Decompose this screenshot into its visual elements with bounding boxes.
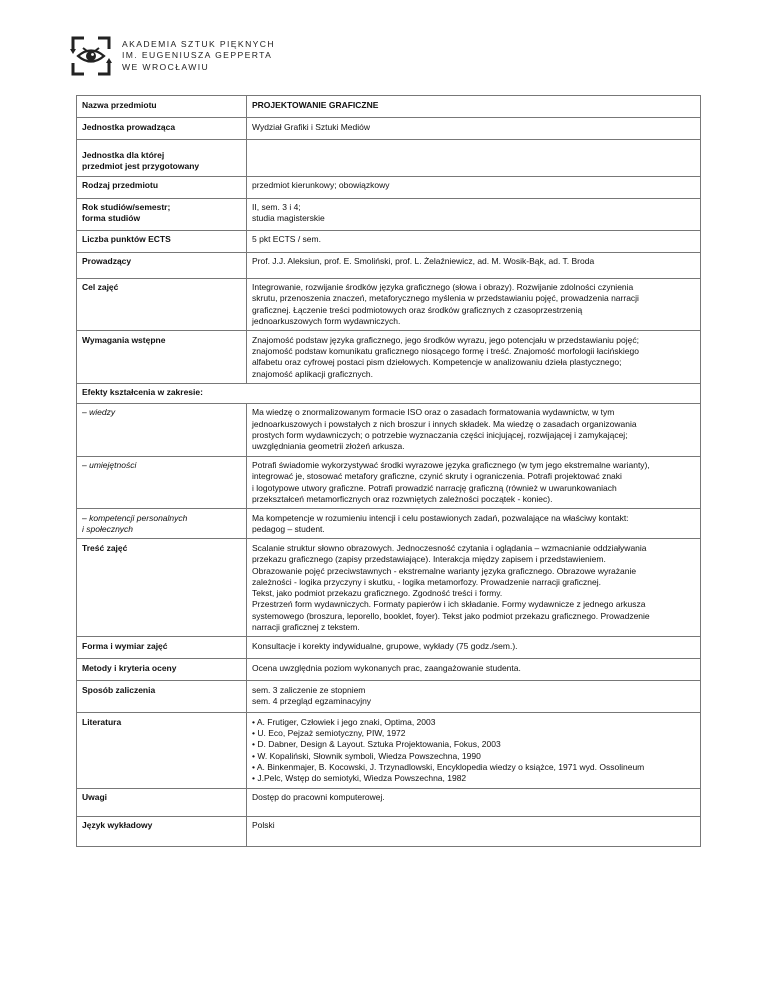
value-umiejetnosci: Potrafi świadomie wykorzystywać środki wyrazowe języka graficznego (w tym jego ekstremalne warianty), integrować je, stosować metafory graficzne, czynić skruty i ograniczenia. Potrafi projektować znaki i logotypowe utwory graficzne. Potrafi prowadzić narrację graficzną (również w uwarunkowaniach przekształceń metamorficznych oraz rozwniętych zależności początek - koniec). (247, 456, 701, 509)
label-nazwa: Nazwa przedmiotu (77, 96, 247, 118)
label-jednostka: Jednostka prowadząca (77, 118, 247, 140)
value-wymagania: Znajomość podstaw języka graficznego, jego środków wyrazu, jego potencjału w przedstawianiu pojęć; znajomość podstaw komunikatu graficznego niosącego formę i treść. Znajomość morfologii łacińskiego alfabetu oraz cyfrowej postaci pism dziełowych. Kompetencje w analizowaniu dzieła plastycznego; znajomość aplikacji graficznych. (247, 331, 701, 384)
label-metody: Metody i kryteria oceny (77, 659, 247, 681)
value-prowadzacy: Prof. J.J. Aleksiun, prof. E. Smoliński, prof. L. Żelaźniewicz, ad. M. Wosik-Bąk, ad. T. Broda (247, 252, 701, 278)
row-umiejetnosci (77, 456, 701, 509)
label-prowadzacy: Prowadzący (77, 252, 247, 278)
value-nazwa: PROJEKTOWANIE GRAFICZNE (247, 96, 701, 118)
row-literatura (77, 713, 701, 788)
row-uwagi (77, 788, 701, 816)
label-jezyk: Język wykładowy (77, 816, 247, 846)
label-wymagania: Wymagania wstępne (77, 331, 247, 384)
label-sposob: Sposób zaliczenia (77, 681, 247, 713)
label-cel: Cel zajęć (77, 278, 247, 331)
academy-eye-logo-icon (70, 35, 112, 77)
label-literatura: Literatura (77, 713, 247, 788)
row-jezyk (77, 816, 701, 846)
label-ects: Liczba punktów ECTS (77, 230, 247, 252)
value-uwagi: Dostęp do pracowni komputerowej. (247, 788, 701, 816)
row-wymagania (77, 331, 701, 384)
row-prowadzacy (77, 252, 701, 278)
row-sposob (77, 681, 701, 713)
value-cel: Integrowanie, rozwijanie środków języka graficznego (słowa i obrazy). Rozwijanie zdolności czynienia skrutu, przenoszenia znaczeń, metaforycznego myślenia w przedstawianiu pojęć, prowadzenia narracji graficznej. Łączenie treści podmiotowych oraz środków graficznych z czasoprzestrzenią jednoarkuszowych form wydawniczych. (247, 278, 701, 331)
value-sposob: sem. 3 zaliczenie ze stopniem sem. 4 przegląd egzaminacyjny (247, 681, 701, 713)
row-jednostka (77, 118, 701, 140)
label-uwagi: Uwagi (77, 788, 247, 816)
label-umiejetnosci: – umiejętności (77, 456, 247, 509)
row-rok (77, 198, 701, 230)
course-syllabus-table (76, 95, 701, 847)
value-tresc: Scalanie struktur słowno obrazowych. Jednoczesność czytania i oglądania – wzmacnianie oddziaływania przekazu graficznego (zapisy przedstawiające). Interakcja między zapisem i przedstawieniem. Obrazowanie pojęć przeciwstawnych - ekstremalne warianty języka graficznego. Obrazowe wyrażanie zależności - logika przyczyny i skutku, - logika metamorfozy. Prowadzenie narracji graficznej. Tekst, jako podmiot przekazu graficznego. Zgodność treści i formy. Przestrzeń form wydawniczych. Formaty papierów i ich składanie. Formy wydawnicze z jednego arkusza systemowego (broszura, leporello, booklet, foyer). Tekst jako podmiot przekazu graficznego. Prowadzenie narracji graficznej z tekstem. (247, 539, 701, 637)
value-jezyk: Polski (247, 816, 701, 846)
row-tresc (77, 539, 701, 637)
value-rok: II, sem. 3 i 4; studia magisterskie (247, 198, 701, 230)
row-rodzaj (77, 176, 701, 198)
row-cel (77, 278, 701, 331)
value-literatura: • A. Frutiger, Człowiek i jego znaki, Optima, 2003 • U. Eco, Pejzaż semiotyczny, PIW, 1972 • D. Dabner, Design & Layout. Sztuka Projektowania, Fokus, 2003 • W. Kopaliński, Słownik symboli, Wiedza Powszechna, 1990 • A. Binkenmajer, B. Kocowski, J. Trzynadlowski, Encyklopedia wiedzy o książce, 1971 wyd. Ossolineum • J.Pelc, Wstęp do semiotyki, Wiedza Powszechna, 1982 (247, 713, 701, 788)
row-kompetencje (77, 509, 701, 539)
row-metody (77, 659, 701, 681)
value-kompetencje: Ma kompetencje w rozumieniu intencji i celu postawionych zadań, pozwalające na właściwy kontakt: pedagog – student. (247, 509, 701, 539)
row-ects (77, 230, 701, 252)
row-wiedzy (77, 403, 701, 456)
row-nazwa (77, 96, 701, 118)
value-forma: Konsultacje i korekty indywidualne, grupowe, wykłady (75 godz./sem.). (247, 637, 701, 659)
value-metody: Ocena uwzględnia poziom wykonanych prac, zaangażowanie studenta. (247, 659, 701, 681)
row-forma (77, 637, 701, 659)
label-jednostka-dla: Jednostka dla której przedmiot jest przygotowany (77, 140, 247, 177)
row-efekty-header (77, 383, 701, 403)
value-rodzaj: przedmiot kierunkowy; obowiązkowy (247, 176, 701, 198)
row-jednostka-dla (77, 140, 701, 177)
label-rok: Rok studiów/semestr; forma studiów (77, 198, 247, 230)
institution-line-1: AKADEMIA SZTUK PIĘKNYCH (122, 39, 276, 50)
institution-header (70, 34, 275, 78)
institution-line-3: WE WROCŁAWIU (122, 61, 210, 72)
institution-line-2: IM. EUGENIUSZA GEPPERTA (122, 50, 273, 61)
label-kompetencje: – kompetencji personalnych i społecznych (77, 509, 247, 539)
label-rodzaj: Rodzaj przedmiotu (77, 176, 247, 198)
value-jednostka-dla (247, 140, 701, 177)
value-jednostka: Wydział Grafiki i Sztuki Mediów (247, 118, 701, 140)
value-wiedzy: Ma wiedzę o znormalizowanym formacie ISO oraz o zasadach formatowania wydawnictw, w tym jednoarkuszowych i powstałych z nich broszur i innych składek. Ma wiedzę o zasadach organizowania prostych form wydawniczych; o potrzebie wyznaczania części inicjującej, rozwijającej i zamykającej; uwzględniania geometrii złożeń arkusza. (247, 403, 701, 456)
label-wiedzy: – wiedzy (77, 403, 247, 456)
value-ects: 5 pkt ECTS / sem. (247, 230, 701, 252)
label-tresc: Treść zajęć (77, 539, 247, 637)
institution-name (122, 39, 275, 73)
label-forma: Forma i wymiar zajęć (77, 637, 247, 659)
efekty-header: Efekty kształcenia w zakresie: (77, 383, 701, 403)
